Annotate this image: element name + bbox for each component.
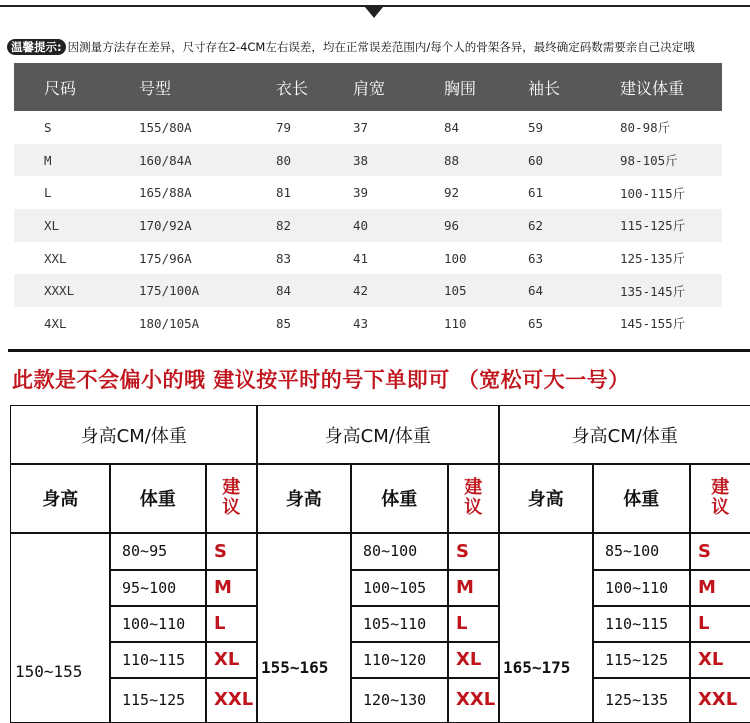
weight-range: 100~105 xyxy=(350,569,449,607)
table-cell: 84 xyxy=(444,119,460,135)
header-sleeve: 袖长 xyxy=(528,63,620,111)
suggest-char: 建 xyxy=(222,477,241,499)
weight-range: 80~95 xyxy=(109,532,207,571)
table-row xyxy=(14,274,722,307)
weight-range: 100~110 xyxy=(109,605,207,643)
weight-range: 120~130 xyxy=(350,677,449,723)
table-cell: 63 xyxy=(528,250,544,266)
header-size: 尺码 xyxy=(44,63,139,111)
row-spacer xyxy=(14,111,44,144)
table-cell: 92 xyxy=(444,185,460,201)
table-cell: 155/80A xyxy=(139,119,192,135)
height-range: 165~175 xyxy=(498,532,594,723)
table-cell: 83 xyxy=(276,250,292,266)
suggest-char: 议 xyxy=(222,497,241,519)
row-spacer xyxy=(14,307,44,340)
suggest-char: 议 xyxy=(464,497,483,519)
recommended-size: M xyxy=(689,569,750,607)
table-cell: 40 xyxy=(353,209,444,242)
recommended-size: M xyxy=(205,569,258,607)
header-shoulder: 肩宽 xyxy=(353,63,444,111)
recommended-size: XL xyxy=(447,641,500,679)
table-cell: 43 xyxy=(353,315,369,331)
tip-text: 因测量方法存在差异，尺寸存在2-4CM左右误差，均在正常误差范围内/每个人的骨架各异，最终确定码数需要亲自己决定哦 xyxy=(67,40,695,54)
table-cell: S xyxy=(44,119,52,135)
tip-badge: 温馨提示: xyxy=(7,39,66,55)
table-row xyxy=(14,111,722,144)
table-cell: 175/96A xyxy=(139,250,192,266)
table-cell: 110 xyxy=(444,315,467,331)
weight-range: 95~100 xyxy=(109,569,207,607)
weight-range: 110~120 xyxy=(350,641,449,679)
table-cell: 105 xyxy=(444,274,528,307)
weight-range: 110~115 xyxy=(592,605,691,643)
height-header: 身高 xyxy=(256,463,352,534)
table-cell: 41 xyxy=(353,250,369,266)
recommended-size: S xyxy=(689,532,750,571)
table-cell: 160/84A xyxy=(139,144,276,177)
header-model: 号型 xyxy=(139,63,276,111)
recommended-size: XXL xyxy=(689,677,750,723)
recommended-size: XXL xyxy=(205,677,258,723)
row-spacer xyxy=(14,144,44,177)
table-cell: 82 xyxy=(276,209,353,242)
table-cell: 98-105斤 xyxy=(620,144,722,177)
recommended-size: S xyxy=(205,532,258,571)
table-cell: 60 xyxy=(528,144,620,177)
table-row xyxy=(14,209,722,242)
weight-header: 体重 xyxy=(350,463,449,534)
table-cell: 42 xyxy=(353,274,444,307)
height-range: 150~155 xyxy=(10,532,111,723)
size-recommendation-grid xyxy=(10,405,750,711)
table-cell: 84 xyxy=(276,274,353,307)
group-title: 身高CM/体重 xyxy=(256,405,500,465)
table-cell: 37 xyxy=(353,119,369,135)
table-cell: XXL xyxy=(44,250,67,266)
table-cell: 135-145斤 xyxy=(620,274,722,307)
table-cell: L xyxy=(44,185,52,201)
table-cell: 175/100A xyxy=(139,274,276,307)
recommended-size: L xyxy=(205,605,258,643)
recommended-size: XL xyxy=(205,641,258,679)
table-cell: 80-98斤 xyxy=(620,120,671,136)
weight-range: 115~125 xyxy=(592,641,691,679)
suggest-char: 建 xyxy=(464,477,483,499)
table-cell: 59 xyxy=(528,119,544,135)
table-cell: XXXL xyxy=(44,274,139,307)
recommended-size: M xyxy=(447,569,500,607)
weight-range: 110~115 xyxy=(109,641,207,679)
table-row xyxy=(14,176,722,209)
table-cell: 88 xyxy=(444,144,528,177)
table-row xyxy=(14,242,722,275)
group-title: 身高CM/体重 xyxy=(10,405,258,465)
size-table-header-row xyxy=(14,63,722,111)
height-header: 身高 xyxy=(498,463,594,534)
table-cell: 65 xyxy=(528,315,544,331)
weight-header: 体重 xyxy=(109,463,207,534)
table-cell: 80 xyxy=(276,144,353,177)
weight-header: 体重 xyxy=(592,463,691,534)
table-cell: 4XL xyxy=(44,315,67,331)
table-cell: M xyxy=(44,144,139,177)
table-cell: 96 xyxy=(444,209,528,242)
height-header: 身高 xyxy=(10,463,111,534)
header-length: 衣长 xyxy=(276,63,353,111)
row-spacer xyxy=(14,274,44,307)
weight-range: 105~110 xyxy=(350,605,449,643)
table-cell: 170/92A xyxy=(139,209,276,242)
measurement-tip xyxy=(7,39,750,57)
table-cell: 61 xyxy=(528,185,544,201)
fit-headline: 此款是不会偏小的哦 建议按平时的号下单即可 （宽松可大一号） xyxy=(12,368,630,392)
suggest-char: 议 xyxy=(711,497,730,519)
suggest-header xyxy=(447,463,500,534)
recommended-size: XXL xyxy=(447,677,500,723)
table-cell: XL xyxy=(44,209,139,242)
size-chart-table xyxy=(14,63,722,340)
table-row xyxy=(14,307,722,340)
group-title: 身高CM/体重 xyxy=(498,405,750,465)
header-weight: 建议体重 xyxy=(620,63,722,111)
height-range: 155~165 xyxy=(256,532,352,723)
table-cell: 115-125斤 xyxy=(620,209,722,242)
table-cell: 100 xyxy=(444,250,467,266)
table-cell: 145-155斤 xyxy=(620,316,686,332)
row-spacer xyxy=(14,209,44,242)
weight-range: 85~100 xyxy=(592,532,691,571)
row-spacer xyxy=(14,242,44,275)
table-cell: 38 xyxy=(353,144,444,177)
weight-range: 125~135 xyxy=(592,677,691,723)
table-cell: 64 xyxy=(528,274,620,307)
table-cell: 62 xyxy=(528,209,620,242)
headline-divider xyxy=(8,349,750,352)
suggest-char: 建 xyxy=(711,477,730,499)
table-cell: 79 xyxy=(276,119,292,135)
recommended-size: L xyxy=(447,605,500,643)
weight-range: 100~110 xyxy=(592,569,691,607)
suggest-header xyxy=(205,463,258,534)
table-cell: 125-135斤 xyxy=(620,251,686,267)
recommended-size: L xyxy=(689,605,750,643)
weight-range: 115~125 xyxy=(109,677,207,723)
table-cell: 180/105A xyxy=(139,315,200,331)
divider-notch-arrow xyxy=(365,7,383,18)
header-chest: 胸围 xyxy=(444,63,528,111)
table-cell: 165/88A xyxy=(139,185,192,201)
weight-range: 80~100 xyxy=(350,532,449,571)
table-cell: 81 xyxy=(276,185,292,201)
suggest-header xyxy=(689,463,750,534)
table-cell: 85 xyxy=(276,315,292,331)
table-cell: 100-115斤 xyxy=(620,185,686,201)
table-row xyxy=(14,144,722,177)
recommended-size: XL xyxy=(689,641,750,679)
row-spacer xyxy=(14,176,44,209)
recommended-size: S xyxy=(447,532,500,571)
table-cell: 39 xyxy=(353,185,369,201)
